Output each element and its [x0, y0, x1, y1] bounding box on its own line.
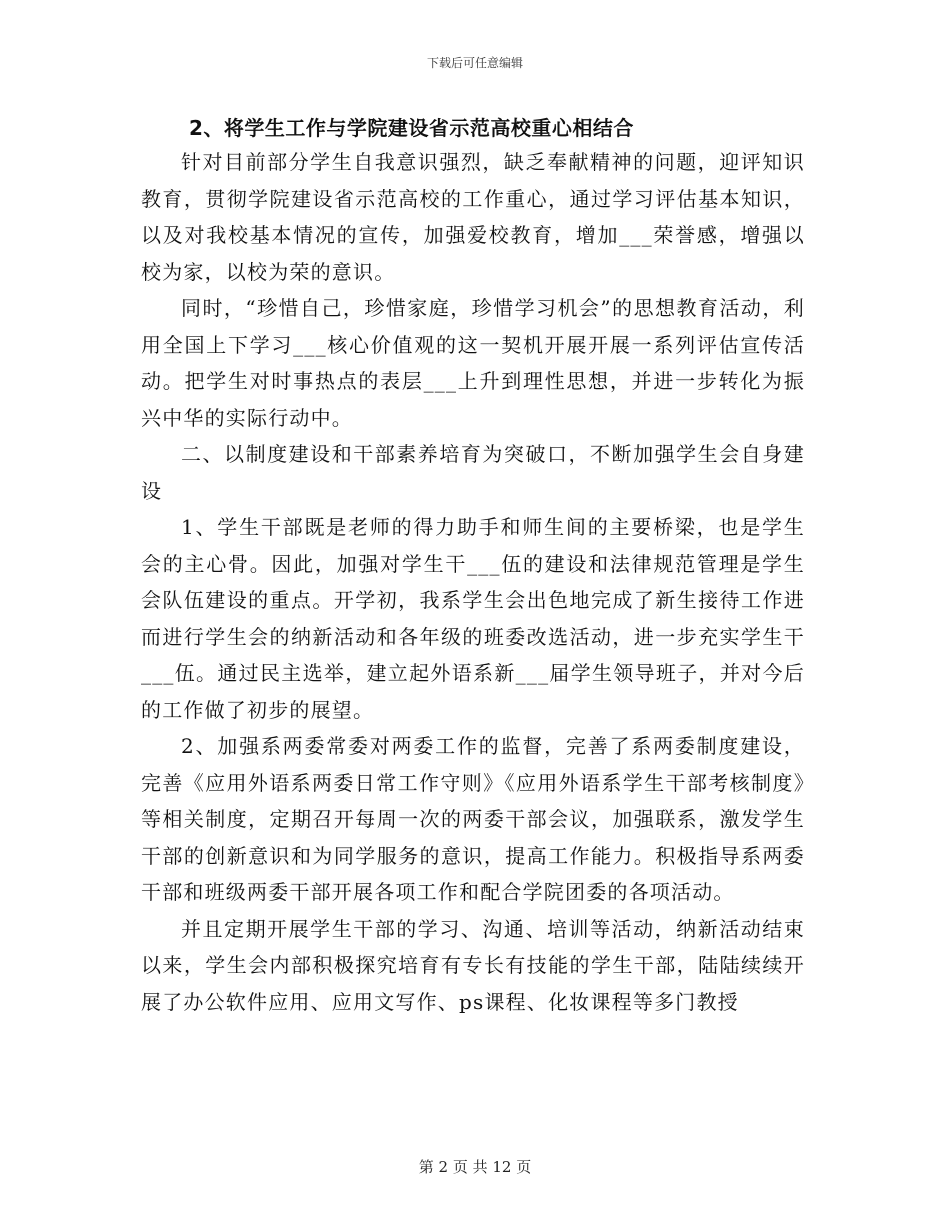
section-heading: 2、将学生工作与学院建设省示范高校重心相结合 [189, 116, 634, 140]
paragraph-2: 同时，“珍惜自己，珍惜家庭，珍惜学习机会”的思想教育活动，利用全国上下学习___核心价值观的这一契机开展开展一系列评估宣传活动。把学生对时事热点的表层___上升到理性思想，并进一步转化为振兴中华的实际行动中。 [141, 296, 805, 430]
paragraph-6: 并且定期开展学生干部的学习、沟通、培训等活动，纳新活动结束以来，学生会内部积极探究培育有专长有技能的学生干部，陆陆续续开展了办公软件应用、应用文写作、ps课程、化妆课程等多门教授 [141, 916, 805, 1014]
document-body [141, 112, 805, 1020]
paragraph-1: 针对目前部分学生自我意识强烈，缺乏奉献精神的问题，迎评知识教育，贯彻学院建设省示范高校的工作重心，通过学习评估基本知识，以及对我校基本情况的宣传，加强爱校教育，增加___荣誉感，增强以校为家，以校为荣的意识。 [141, 150, 805, 284]
paragraph-4: 1、学生干部既是老师的得力助手和师生间的主要桥梁，也是学生会的主心骨。因此，加强对学生干___伍的建设和法律规范管理是学生会队伍建设的重点。开学初，我系学生会出色地完成了新生接待工作进而进行学生会的纳新活动和各年级的班委改选活动，进一步充实学生干___伍。通过民主选举，建立起外语系新___届学生领导班子，并对今后的工作做了初步的展望。 [141, 515, 805, 722]
page-header-note: 下载后可任意编辑 [426, 56, 523, 70]
page-number-footer: 第 2 页 共 12 页 [418, 1158, 532, 1176]
paragraph-3-heading: 二、以制度建设和干部素养培育为突破口，不断加强学生会自身建设 [141, 442, 805, 503]
paragraph-5: 2、加强系两委常委对两委工作的监督，完善了系两委制度建设，完善《应用外语系两委日常工作守则》《应用外语系学生干部考核制度》等相关制度，定期召开每周一次的两委干部会议，加强联系，激发学生干部的创新意识和为同学服务的意识，提高工作能力。积极指导系两委干部和班级两委干部开展各项工作和配合学院团委的各项活动。 [141, 734, 805, 904]
